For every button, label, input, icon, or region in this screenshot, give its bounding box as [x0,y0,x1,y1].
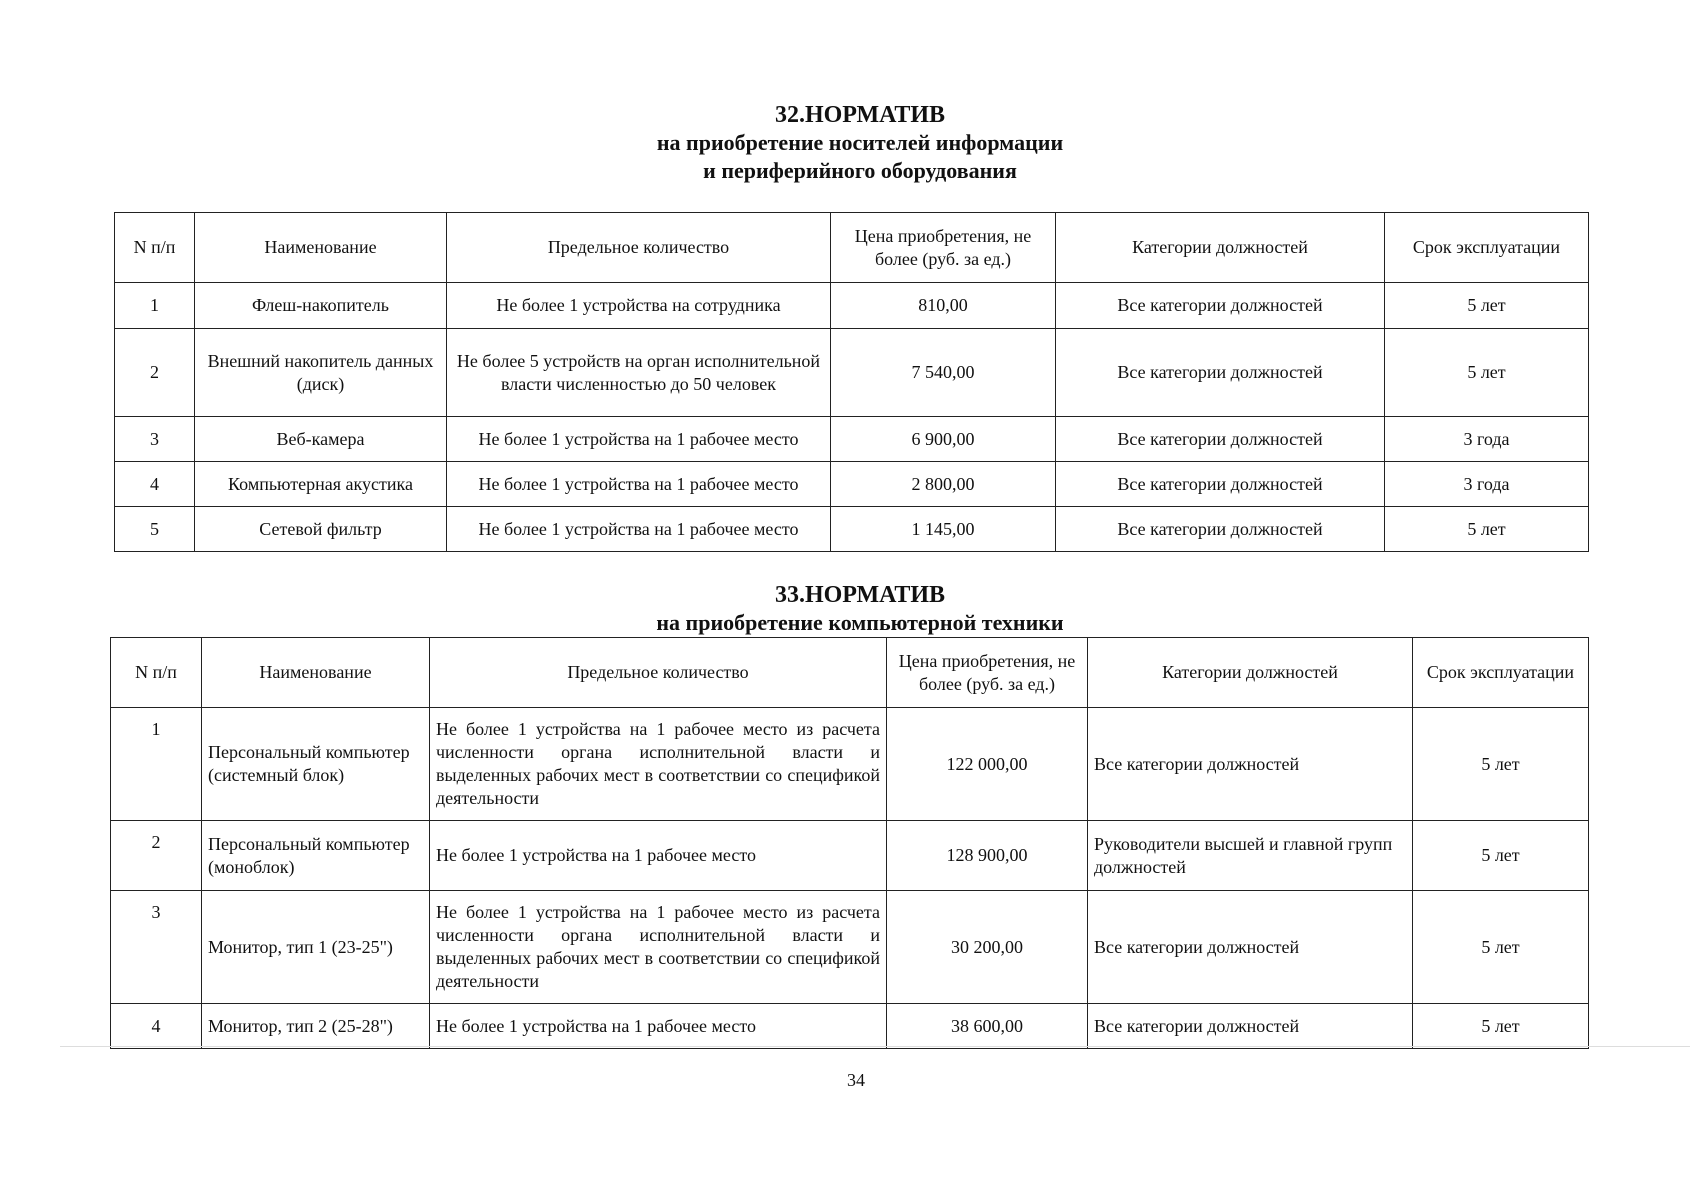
cell-quantity: Не более 1 устройства на 1 рабочее место [430,1004,887,1049]
cell-category: Все категории должностей [1088,891,1413,1004]
cell-number: 4 [111,1004,202,1049]
cell-price: 38 600,00 [887,1004,1088,1049]
cell-name: Монитор, тип 1 (23-25") [202,891,430,1004]
cell-number: 5 [115,507,195,552]
col-header-category: Категории должностей [1056,213,1385,283]
col-header-price: Цена приобретения, не более (руб. за ед.) [831,213,1056,283]
cell-number: 3 [111,891,202,1004]
cell-quantity: Не более 1 устройства на 1 рабочее место [447,417,831,462]
table-row [115,462,1589,507]
cell-price: 6 900,00 [831,417,1056,462]
cell-category: Все категории должностей [1056,462,1385,507]
table-33 [110,637,1589,1049]
table-32 [114,212,1589,552]
cell-term: 5 лет [1413,891,1589,1004]
cell-name: Веб-камера [195,417,447,462]
cell-term: 5 лет [1385,283,1589,329]
cell-name: Сетевой фильтр [195,507,447,552]
cell-price: 2 800,00 [831,462,1056,507]
cell-term: 5 лет [1413,1004,1589,1049]
cell-number: 3 [115,417,195,462]
col-header-quantity: Предельное количество [430,638,887,708]
cell-quantity: Не более 1 устройства на 1 рабочее место [447,507,831,552]
cell-name: Персональный компьютер (системный блок) [202,708,430,821]
cell-category: Все категории должностей [1056,283,1385,329]
col-header-price: Цена приобретения, не более (руб. за ед.) [887,638,1088,708]
cell-category: Все категории должностей [1056,507,1385,552]
col-header-name: Наименование [202,638,430,708]
table-row [115,507,1589,552]
section-32-title: 32.НОРМАТИВ [774,102,946,128]
table-33-header-row [111,638,1589,708]
cell-name: Монитор, тип 2 (25-28") [202,1004,430,1049]
cell-number: 1 [115,283,195,329]
cell-term: 5 лет [1413,708,1589,821]
col-header-number: N п/п [115,213,195,283]
cell-name: Флеш-накопитель [195,283,447,329]
cell-number: 4 [115,462,195,507]
cell-category: Руководители высшей и главной групп должностей [1088,821,1413,891]
cell-quantity: Не более 1 устройства на 1 рабочее место из расчета численности органа исполнительной власти и выделенных рабочих мест в соответствии со спецификой деятельности [430,708,887,821]
page-number: 34 [847,1070,865,1090]
section-32-subtitle-line2: и периферийного оборудования [703,158,1017,183]
cell-number: 2 [115,329,195,417]
cell-number: 2 [111,821,202,891]
section-33-heading [0,581,1696,637]
cell-category: Все категории должностей [1056,329,1385,417]
cell-number: 1 [111,708,202,821]
cell-category: Все категории должностей [1056,417,1385,462]
cell-category: Все категории должностей [1088,708,1413,821]
section-32-subtitle-line1: на приобретение носителей информации [656,130,1064,155]
cell-price: 128 900,00 [887,821,1088,891]
table-row [111,891,1589,1004]
col-header-category: Категории должностей [1088,638,1413,708]
table-row [111,1004,1589,1049]
table-row [111,821,1589,891]
cell-price: 30 200,00 [887,891,1088,1004]
cell-price: 7 540,00 [831,329,1056,417]
col-header-quantity: Предельное количество [447,213,831,283]
col-header-term: Срок эксплуатации [1385,213,1589,283]
section-33-subtitle-line1: на приобретение компьютерной техники [656,610,1064,635]
cell-price: 1 145,00 [831,507,1056,552]
col-header-name: Наименование [195,213,447,283]
cell-term: 5 лет [1413,821,1589,891]
cell-term: 3 года [1385,462,1589,507]
table-row [111,708,1589,821]
section-32-heading [0,101,1696,185]
scan-artifact-line [60,1046,1690,1047]
table-row [115,329,1589,417]
col-header-number: N п/п [111,638,202,708]
cell-quantity: Не более 5 устройств на орган исполнительной власти численностью до 50 человек [447,329,831,417]
cell-term: 3 года [1385,417,1589,462]
cell-name: Внешний накопитель данных (диск) [195,329,447,417]
cell-quantity: Не более 1 устройства на сотрудника [447,283,831,329]
table-row [115,283,1589,329]
section-33-title: 33.НОРМАТИВ [774,582,946,608]
col-header-term: Срок эксплуатации [1413,638,1589,708]
cell-price: 810,00 [831,283,1056,329]
cell-name: Компьютерная акустика [195,462,447,507]
cell-quantity: Не более 1 устройства на 1 рабочее место [430,821,887,891]
cell-term: 5 лет [1385,507,1589,552]
table-row [115,417,1589,462]
cell-name: Персональный компьютер (моноблок) [202,821,430,891]
cell-quantity: Не более 1 устройства на 1 рабочее место из расчета численности органа исполнительной власти и выделенных рабочих мест в соответствии со спецификой деятельности [430,891,887,1004]
cell-category: Все категории должностей [1088,1004,1413,1049]
cell-term: 5 лет [1385,329,1589,417]
table-32-header-row [115,213,1589,283]
cell-price: 122 000,00 [887,708,1088,821]
cell-quantity: Не более 1 устройства на 1 рабочее место [447,462,831,507]
